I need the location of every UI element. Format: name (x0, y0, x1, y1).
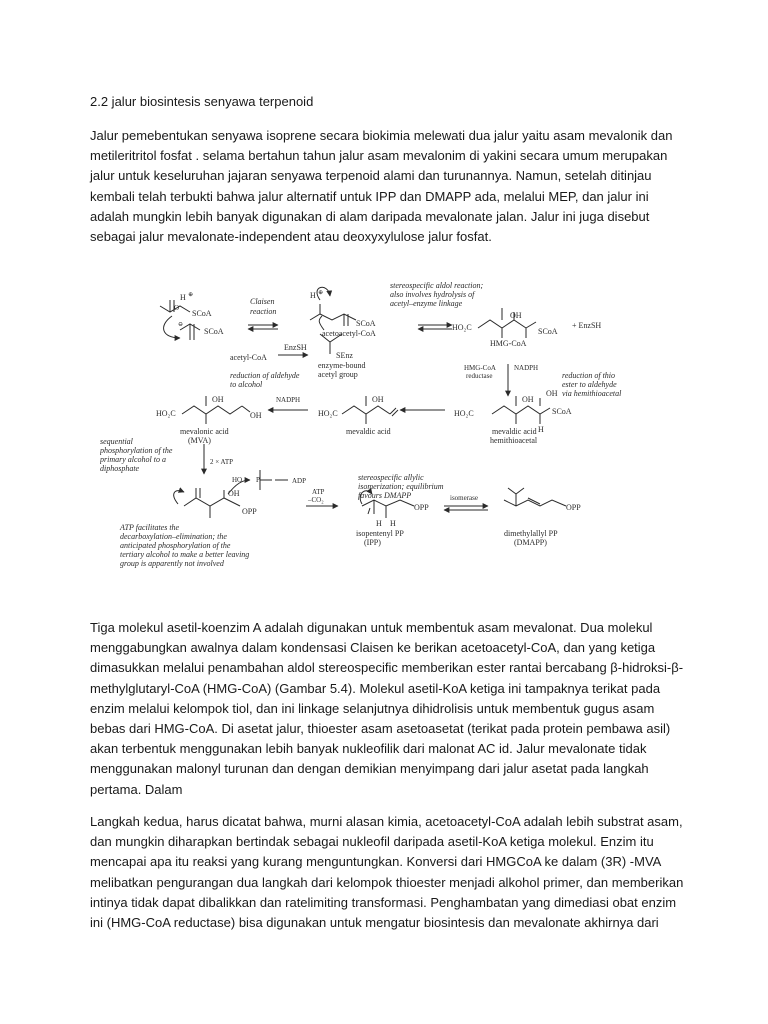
hmg-reductase-line-2: reductase (466, 372, 493, 380)
plus-enzsh-label: + EnzSH (572, 321, 602, 330)
opp-label-1: OPP (242, 507, 257, 516)
atp-note-line-3: anticipated phosphorylation of the (120, 541, 231, 550)
ho2c-label-2: HO₂C (156, 409, 176, 418)
hmg-reductase-line-1: HMG-CoA (464, 364, 496, 372)
hemi-line-2: hemithioacetal (490, 436, 538, 445)
enzyme-bound-line-1: enzyme-bound (318, 361, 366, 370)
scoa-label-5: SCoA (552, 407, 572, 416)
dmapp-structure (504, 488, 566, 506)
oh-label-4: OH (372, 395, 384, 404)
text-line: bebas dari HMG-CoA. Di asetat jalur, thioester asam asetoasetat (terikat pada protein pembawa asil) (90, 721, 671, 737)
dmapp-line-1: dimethylallyl PP (504, 529, 558, 538)
ipp-line-2: (IPP) (364, 538, 381, 547)
text-line: Tiga molekul asetil-koenzim A adalah digunakan untuk membentuk asam mevalonat. Dua molekul (90, 620, 653, 635)
opp-label-2: OPP (414, 503, 429, 512)
mevaldic-acid-label: mevaldic acid (346, 427, 391, 436)
text-line: dimasukkan melalui penambahan aldol stereospecific memberikan ester rantai bercabang β-hidroksi-β- (90, 660, 684, 676)
atp-co2-line-2: –CO₂ (308, 496, 324, 504)
ho2c-label-4: HO₂C (454, 409, 474, 418)
oh-label-3: OH (250, 411, 262, 420)
hemi-line-1: mevaldic acid (492, 427, 537, 436)
scoa-label-4: SCoA (538, 327, 558, 336)
atp-note-line-1: ATP facilitates the (120, 523, 180, 532)
mevalonic-line-1: mevalonic acid (180, 427, 229, 436)
dmapp-line-2: (DMAPP) (514, 538, 547, 547)
claisen-line-1: Claisen (250, 297, 275, 306)
text-line: mencapai apa itu reaksi yang kurang menguntungkan. Konversi dari HMGCoA ke dalam (3R) -MVA (90, 854, 662, 870)
aldol-line-3: acetyl–enzyme linkage (390, 299, 463, 308)
text-line: metileritritol fosfat . selama bertahun tahun jalur asam mevalonim di yakini secara umum merupakan (90, 148, 668, 164)
sequential-line-1: sequential (100, 437, 133, 446)
ho-p-label: HO (232, 476, 243, 484)
aldol-line-2: also involves hydrolysis of (390, 290, 475, 299)
opp-label-3: OPP (566, 503, 581, 512)
text-line: Jalur pemebentukan senyawa isoprene secara biokimia melewati dua jalur yaitu asam mevalonik dan (90, 128, 673, 143)
senz-label: SEnz (336, 351, 353, 360)
hemithioacetal-structure (492, 396, 550, 424)
atp-co2-line-1: ATP (312, 488, 325, 496)
acetoacetyl-coa-structure (310, 287, 356, 354)
hmg-coa-label: HMG-CoA (490, 339, 527, 348)
hmg-coa-structure (478, 308, 536, 338)
ho2c-label-3: HO₂C (318, 409, 338, 418)
paragraph-second-step (90, 812, 690, 933)
section-heading: 2.2 jalur biosintesis senyawa terpenoid (90, 94, 314, 109)
text-line: Langkah kedua, harus dicatat bahwa, murni alasan kimia, acetoacetyl-CoA adalah lebih substrat asam, (90, 814, 683, 829)
allylic-line-1: stereospecific allylic (358, 473, 424, 482)
mevalonic-line-2: (MVA) (188, 436, 211, 445)
charge-plus-glyph-2: ⊕ (318, 290, 324, 296)
oh-label-2: OH (212, 395, 224, 404)
aldol-line-1: stereospecific aldol reaction; (390, 281, 484, 290)
scoa-label-3: SCoA (356, 319, 376, 328)
acetoacetyl-coa-label: acetoacetyl-CoA (322, 329, 376, 338)
charge-plus-glyph: ⊕ (188, 292, 194, 298)
text-line: menggunakan malonyl turunan dan dengan demikian menyimpang dari jalur asetat pada langkah (90, 761, 649, 777)
text-line: intinya tidak dapat dibalikkan dan ratelimiting transformasi. Penghambatan yang dimediasi obat enzim (90, 894, 677, 910)
enzsh-label: EnzSH (284, 343, 307, 352)
text-line: ini (HMG-CoA reductase) bisa digunakan untuk mengatur biosintesis dan mevalonate akhirnya dari (90, 915, 659, 931)
oh-label-1: OH (510, 311, 522, 320)
acetyl-coa-label: acetyl-CoA (230, 353, 267, 362)
atp-note-line-5: group is apparently not involved (120, 559, 224, 568)
h-r-label: H (376, 519, 382, 528)
oxygen-label: O (174, 304, 180, 312)
text-line: methylglutaryl-CoA (HMG-CoA) (Gambar 5.4). Molekul asetil-KoA ketiga ini tampaknya terikat pada (90, 680, 661, 696)
ipp-line-1: isopentenyl PP (356, 529, 404, 538)
ho2c-label-1: HO₂C (452, 323, 472, 332)
oh-label-5: OH (522, 395, 534, 404)
allylic-line-2: isomerization; equilibrium (358, 482, 444, 491)
text-line: sebagai jalur mevalonate-independent atau deoxyxylulose jalur fosfat. (90, 229, 492, 245)
acetyl-coa-structures (160, 300, 200, 340)
p-atom-label: P (256, 476, 260, 484)
mevalonate-pathway-figure (100, 268, 660, 598)
paragraph-intro (90, 126, 690, 247)
text-line: kembali telah terbukti bahwa jalur alternatif untuk IPP dan DMAPP ada, melalui MEP, dan jalur ini (90, 188, 649, 204)
reduce-thio-line-2: ester to aldehyde (562, 380, 617, 389)
reduce-thio-line-3: via hemithioacetal (562, 389, 622, 398)
scoa-label-2: SCoA (204, 327, 224, 336)
atp-note-line-2: decarboxylation–elimination; the (120, 532, 227, 541)
text-line: jalur untuk keseluruhan jajaran senyawa terpenoid alami dan turunannya. Namun, setelah ditinjau (90, 168, 652, 184)
sequential-line-3: primary alcohol to a (100, 455, 166, 464)
pathway-diagram (100, 268, 660, 598)
text-line: pertama. Dalam (90, 781, 183, 797)
oh-label-7: OH (228, 489, 240, 498)
allylic-line-3: favours DMAPP (358, 491, 412, 500)
nadph-label-2: NADPH (276, 396, 301, 404)
sequential-line-2: phosphorylation of the (100, 446, 173, 455)
reduce-thio-line-1: reduction of thio (562, 371, 616, 380)
text-line: dan mungkin diharapkan bertindak sebagai nukleofil daripada asetil-KoA ketiga molekul. Enzim itu (90, 834, 654, 850)
text-line: melibatkan pengurangan dua langkah dari kelompok thioester menjadi alkohol primer, dan memberikan (90, 874, 684, 890)
enzyme-bound-line-2: acetyl group (318, 370, 358, 379)
oh-label-6: OH (546, 389, 558, 398)
reduce-aldehyde-line-2: to alcohol (230, 380, 263, 389)
text-line: akan terbentuk menggunakan lebih banyak nukleofilik dari malonat AC id. Jalur mevalonate tidak (90, 741, 647, 757)
charge-minus-glyph: ⊖ (178, 322, 184, 328)
h-label: H (538, 425, 544, 434)
paragraph-mevalonate (90, 618, 690, 800)
nadph-label-1: NADPH (514, 364, 539, 372)
adp-label: ADP (292, 477, 307, 485)
atp-note-line-4: tertiary alcohol to make a better leaving (120, 550, 250, 559)
claisen-line-2: reaction (250, 307, 277, 316)
h-s-label: H (390, 519, 396, 528)
text-line: adalah mungkin lebih banyak digunakan di alam daripada mevalonate jalan. Jalur ini juga disebut (90, 208, 650, 224)
text-line: enzim melalui kelompok tiol, dan ini linkage selanjutnya dihidrolisis untuk membentuk gugus asam (90, 700, 655, 716)
mevaldic-acid-structure (342, 396, 398, 424)
scoa-label-1: SCoA (192, 309, 212, 318)
h-plus-label: H (180, 293, 186, 302)
sequential-line-4: diphosphate (100, 464, 140, 473)
isomerase-label: isomerase (450, 494, 478, 502)
reduce-aldehyde-line-1: reduction of aldehyde (230, 371, 300, 380)
atp-2x-label: 2 × ATP (210, 458, 234, 466)
text-line: menggabungkan awalnya dalam kondensasi Claisen ke berikan acetoacetyl-CoA, dan yang ketiga (90, 640, 656, 656)
h-plus-label-2: H (310, 291, 316, 300)
